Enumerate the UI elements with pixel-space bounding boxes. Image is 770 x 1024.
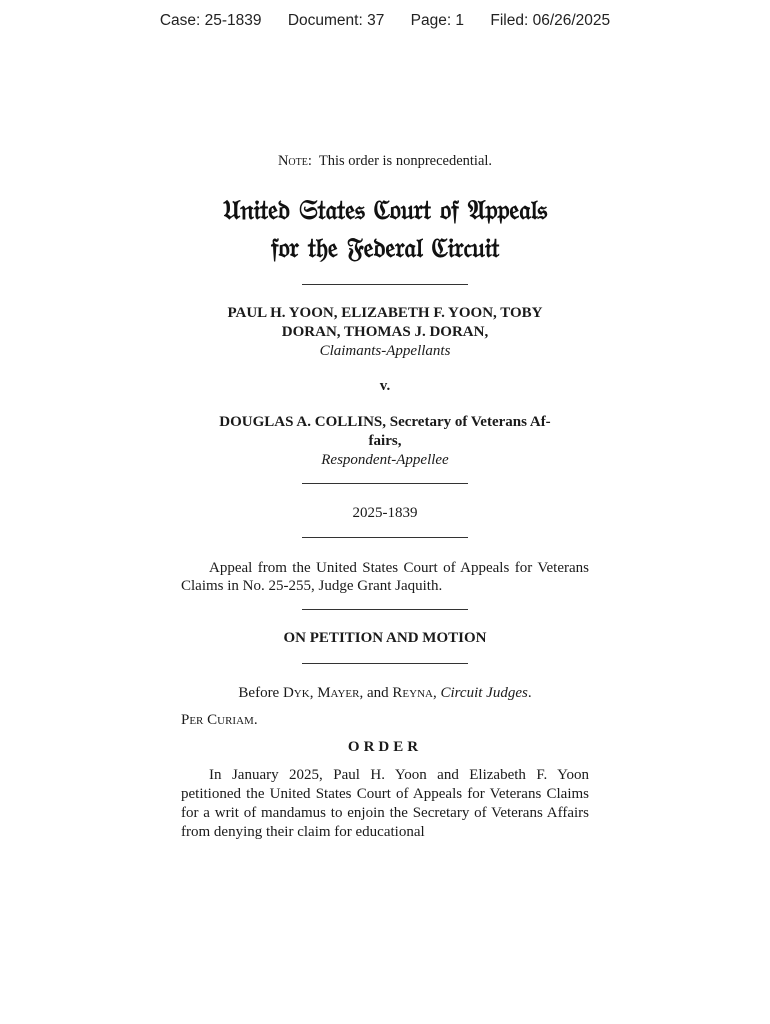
judge-reyna: Reyna bbox=[392, 685, 433, 701]
divider bbox=[302, 483, 468, 484]
case-number: Case: 25-1839 bbox=[159, 12, 262, 29]
appellee-names-line-2: fairs, bbox=[368, 433, 402, 449]
order-heading: ORDER bbox=[347, 739, 423, 755]
divider bbox=[302, 537, 468, 538]
document-header bbox=[0, 12, 770, 30]
divider bbox=[302, 663, 468, 664]
court-title-line-2: 𝔣𝔬𝔯 𝔱𝔥𝔢 𝔉𝔢𝔡𝔢𝔯𝔞𝔩 ℭ𝔦𝔯𝔠𝔲𝔦𝔱 bbox=[270, 233, 500, 264]
and-word: and bbox=[366, 685, 389, 701]
judge-dyk: Dyk bbox=[282, 685, 310, 701]
docket-number: 2025-1839 bbox=[352, 505, 418, 521]
filed-date: Filed: 06/26/2025 bbox=[490, 12, 611, 29]
appellants-block bbox=[181, 304, 589, 361]
court-title bbox=[181, 192, 589, 268]
appellant-role: Claimants-Appellants bbox=[319, 343, 451, 359]
versus: v. bbox=[379, 378, 391, 394]
panel-line: Before Dyk, Mayer, and Reyna, Circuit Judges. bbox=[238, 685, 532, 701]
judge-mayer: Mayer bbox=[317, 685, 360, 701]
nonprecedential-note bbox=[181, 153, 589, 170]
divider bbox=[302, 609, 468, 610]
motion-heading: ON PETITION AND MOTION bbox=[283, 630, 487, 646]
divider bbox=[302, 284, 468, 285]
court-title-line-1: 𝔘𝔫𝔦𝔱𝔢𝔡 𝔖𝔱𝔞𝔱𝔢𝔰 ℭ𝔬𝔲𝔯𝔱 𝔬𝔣 𝔄𝔭𝔭𝔢𝔞𝔩𝔰 bbox=[223, 195, 547, 226]
appellee-names-line-1: DOUGLAS A. COLLINS, Secretary of Veterans Af- bbox=[219, 414, 551, 430]
judges-title: Circuit Judges bbox=[440, 685, 528, 701]
note-label: Note: bbox=[277, 153, 312, 169]
note-text: This order is nonprecedential. bbox=[318, 153, 493, 169]
appellee-block bbox=[181, 413, 589, 470]
order-body-paragraph: In January 2025, Paul H. Yoon and Elizabeth F. Yoon petitioned the United States Court of Appeals for Veterans Claims for a writ of mandamus to enjoin the Secretary of Veterans Affairs from denying their claim for educational bbox=[181, 767, 589, 840]
appellant-names-line-2: DORAN, THOMAS J. DORAN, bbox=[281, 324, 489, 340]
document-number: Document: 37 bbox=[287, 12, 385, 29]
per-curiam: Per Curiam. bbox=[181, 712, 258, 728]
appellee-role: Respondent-Appellee bbox=[321, 452, 449, 468]
appellant-names-line-1: PAUL H. YOON, ELIZABETH F. YOON, TOBY bbox=[227, 305, 543, 321]
appeal-description: Appeal from the United States Court of Appeals for Veterans Claims in No. 25-255, Judge Grant Jaquith. bbox=[181, 560, 589, 594]
before-word: Before bbox=[238, 685, 280, 701]
page-number: Page: 1 bbox=[410, 12, 465, 29]
